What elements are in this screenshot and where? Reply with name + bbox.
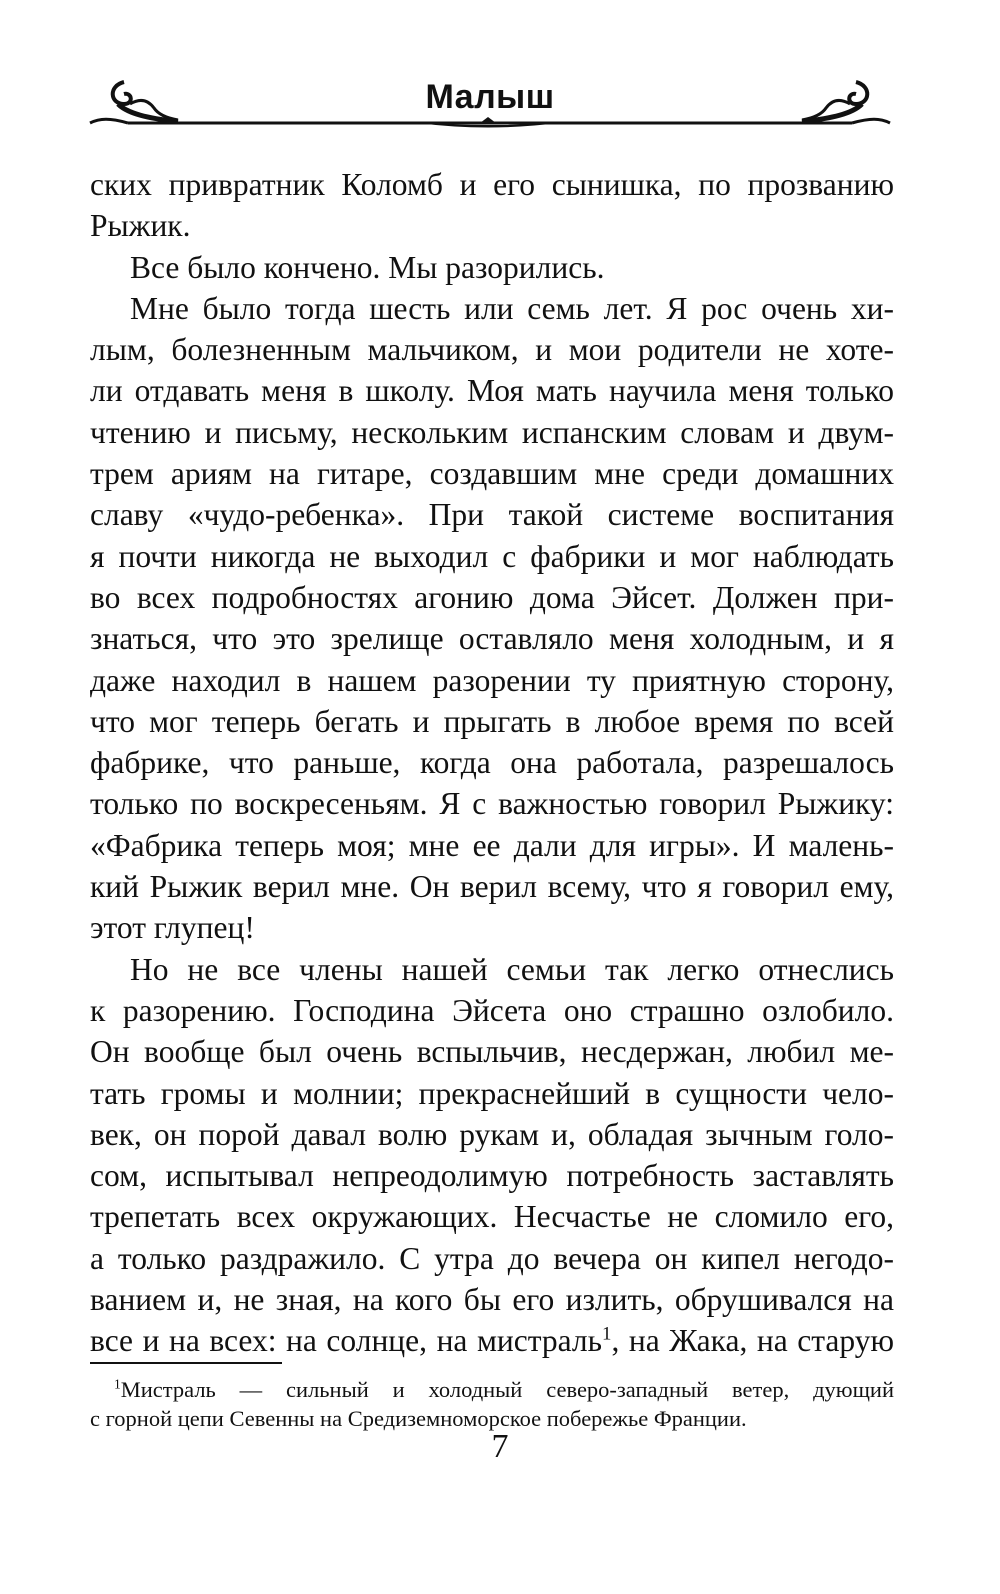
text-line: трем ариям на гитаре, создавшим мне среди домашних xyxy=(90,456,894,492)
running-head xyxy=(88,74,892,134)
text-line: Рыжик. xyxy=(90,208,191,244)
text-line xyxy=(90,1320,894,1361)
text-line: знаться, что это зрелище оставляло меня холодным, и я xyxy=(90,621,894,657)
footnote-marker: 1 xyxy=(114,1376,121,1392)
footnote-text: Мистраль — сильный и холодный северо-западный ветер, дующий xyxy=(120,1377,894,1402)
body-text xyxy=(90,164,894,1362)
text-line: я почти никогда не выходил с фабрики и мог наблюдать xyxy=(90,538,894,574)
text-line: что мог теперь бегать и прыгать в любое время по всей xyxy=(90,703,894,739)
text-line: фабрике, что раньше, когда она работала, разрешалось xyxy=(90,745,894,781)
text-line: тать громы и молнии; прекраснейший в сущности чело- xyxy=(90,1075,894,1111)
footnote-reference: 1 xyxy=(601,1323,612,1345)
footnote-separator xyxy=(90,1362,282,1364)
text-segment: все и на всех: на солнце, на мистраль xyxy=(90,1323,602,1359)
text-line: славу «чудо-ребенка». При такой системе воспитания xyxy=(90,497,894,533)
text-line: кий Рыжик верил мне. Он верил всему, что я говорил ему, xyxy=(90,869,894,905)
text-line: Но не все члены нашей семьи так легко отнеслись xyxy=(130,951,894,987)
text-line: во всех подробностях агонию дома Эйсет. Должен при- xyxy=(90,579,894,615)
text-line: ских привратник Коломб и его сынишка, по прозванию xyxy=(90,167,894,202)
footnote xyxy=(90,1375,894,1433)
text-line: к разорению. Господина Эйсета оно страшно озлобило. xyxy=(90,992,894,1028)
text-line: век, он порой давал волю рукам и, обладая зычным голо- xyxy=(90,1116,894,1152)
running-title: Малыш xyxy=(425,78,555,116)
page-number: 7 xyxy=(491,1428,509,1465)
footnote-line: с горной цепи Севенны на Средиземноморское побережье Франции. xyxy=(90,1406,747,1431)
text-line: трепетать всех окружающих. Несчастье не сломило его, xyxy=(90,1199,894,1235)
text-line: только по воскресеньям. Я с важностью говорил Рыжику: xyxy=(90,786,894,822)
text-line: Он вообще был очень вспыльчив, несдержан, любил ме- xyxy=(90,1034,894,1070)
footnote-line xyxy=(90,1375,894,1404)
text-line: ванием и, не зная, на кого бы его излить, обрушивался на xyxy=(90,1282,894,1318)
text-line: лым, болезненным мальчиком, и мои родители не хоте- xyxy=(90,332,894,368)
text-line: а только раздражило. С утра до вечера он кипел негодо- xyxy=(90,1240,894,1276)
text-line: ли отдавать меня в школу. Моя мать научила меня только xyxy=(90,373,894,409)
text-line: чтению и письму, нескольким испанским словам и двум- xyxy=(90,414,894,450)
text-line: «Фабрика теперь моя; мне ее дали для игры». И малень- xyxy=(90,827,894,863)
text-segment: , на Жака, на старую xyxy=(611,1323,895,1359)
text-line: сом, испытывал непреодолимую потребность заставлять xyxy=(90,1158,894,1194)
text-line: Мне было тогда шесть или семь лет. Я рос очень хи- xyxy=(130,290,894,326)
text-line: Все было кончено. Мы разорились. xyxy=(130,249,605,285)
text-line: этот глупец! xyxy=(90,910,255,946)
text-line: даже находил в нашем разорении ту приятную сторону, xyxy=(90,662,894,698)
